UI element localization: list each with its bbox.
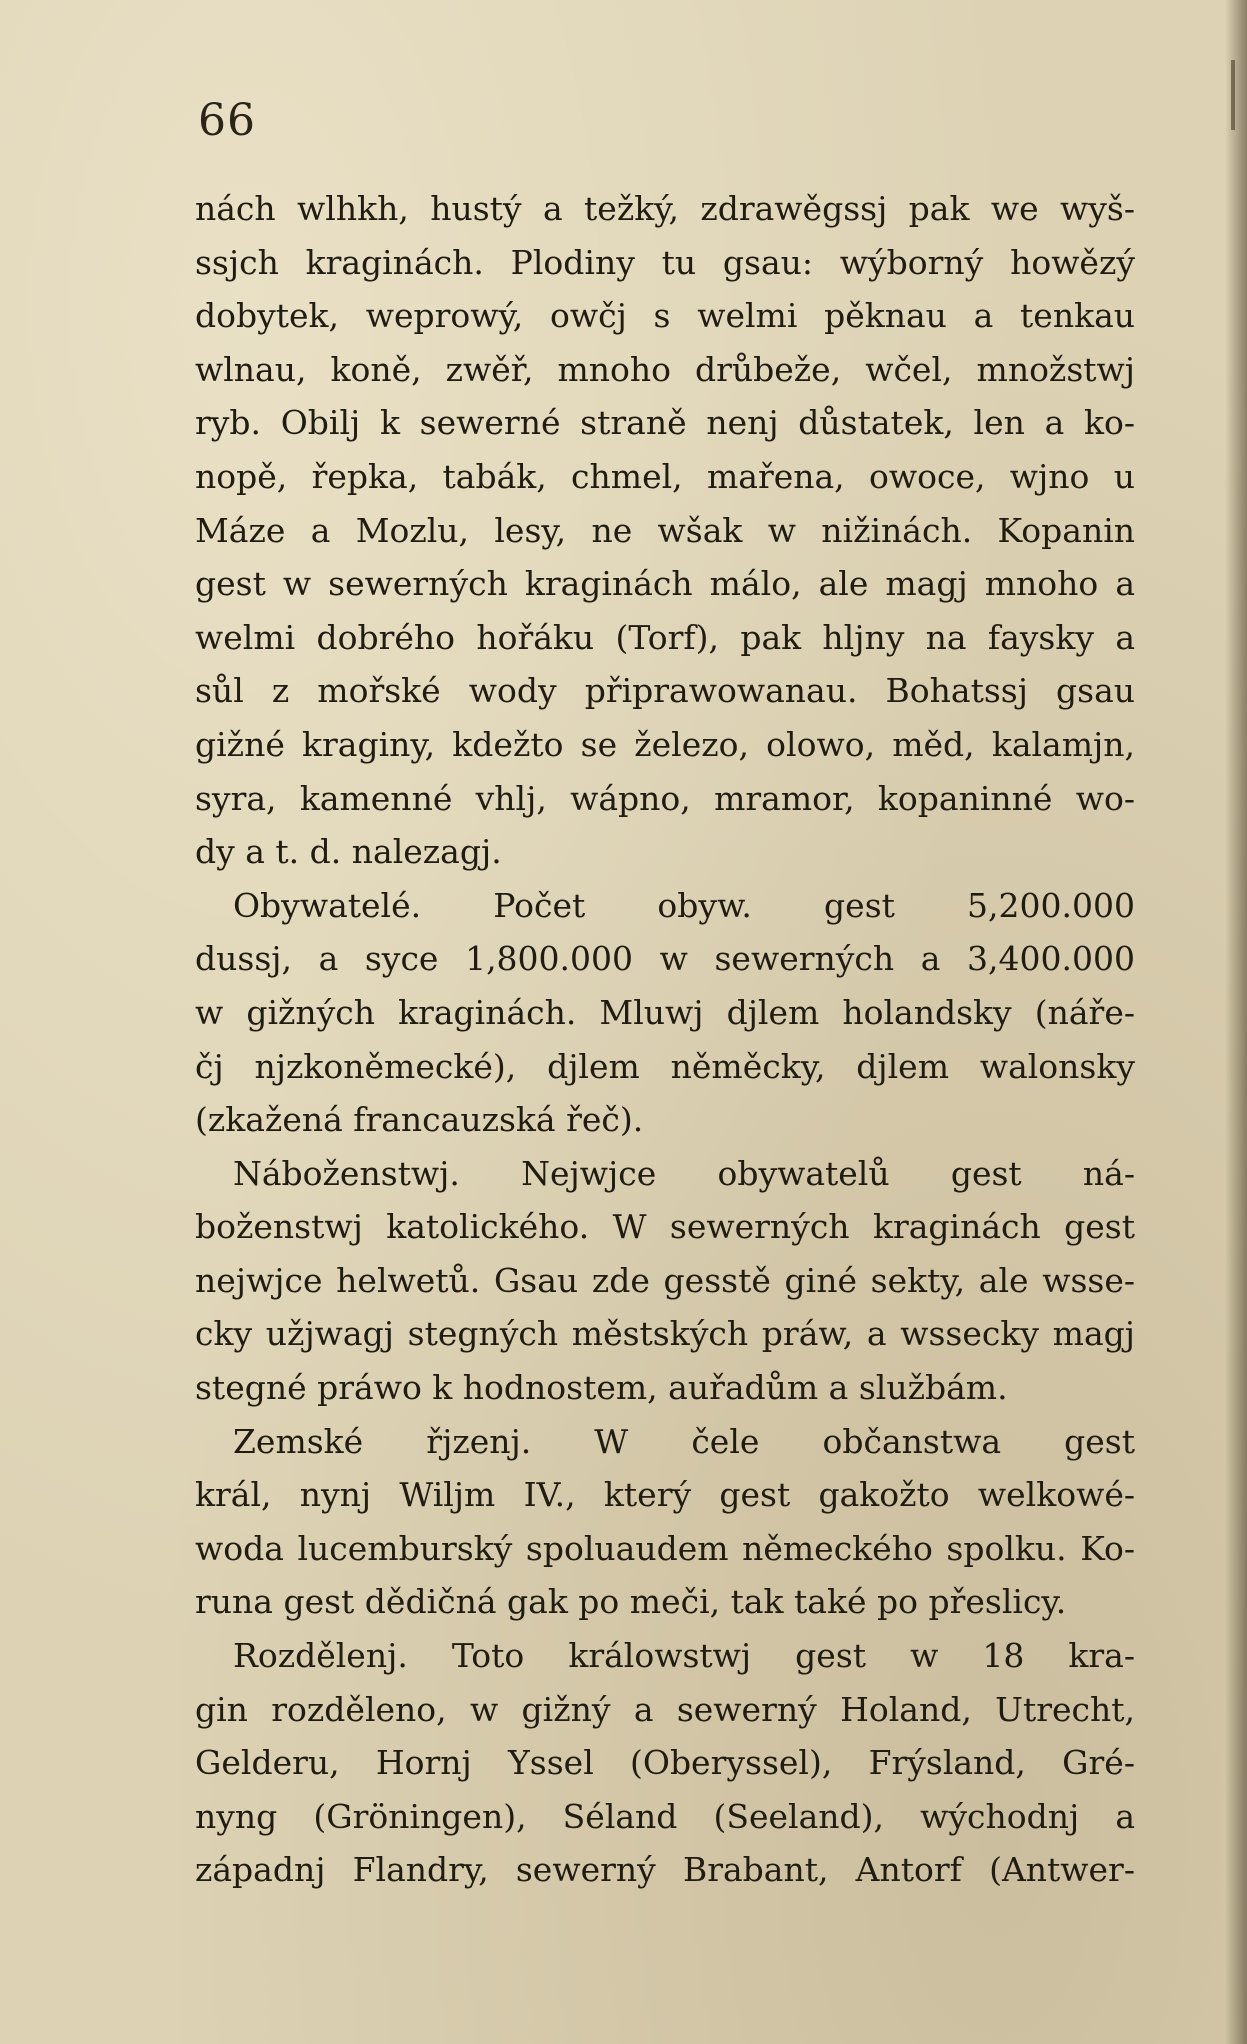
- text-line: král, nynj Wiljm IV., který gest gakožto welkowé-: [195, 1475, 1135, 1515]
- text-line: gin rozděleno, w gižný a sewerný Holand, Utrecht,: [195, 1689, 1135, 1729]
- text-line: západnj Flandry, sewerný Brabant, Antorf (Antwer-: [195, 1850, 1135, 1890]
- text-line: woda lucemburský spoluaudem německého spolku. Ko-: [195, 1528, 1135, 1568]
- text-line: dussj, a syce 1,800.000 w sewerných a 3,400.000: [195, 939, 1135, 979]
- text-line: wlnau, koně, zwěř, mnoho drůbeže, wčel, množstwj: [195, 349, 1135, 389]
- text-line: runa gest dědičná gak po meči, tak také po přeslicy.: [195, 1582, 1067, 1622]
- text-line: cky užjwagj stegných městských práw, a wssecky magj: [195, 1314, 1135, 1354]
- text-line: welmi dobrého hořáku (Torf), pak hljny na faysky a: [195, 617, 1135, 657]
- text-line: Máze a Mozlu, lesy, ne wšak w nižinách. Kopanin: [195, 510, 1135, 550]
- text-line: gest w sewerných kraginách málo, ale magj mnoho a: [195, 564, 1135, 604]
- text-line: ssjch kraginách. Plodiny tu gsau: wýborný howězý: [195, 242, 1135, 282]
- section-heading-line: Rozdělenj. Toto králowstwj gest w 18 kra-: [233, 1636, 1135, 1676]
- text-line: Gelderu, Hornj Yssel (Oberyssel), Frýsland, Gré-: [195, 1743, 1135, 1783]
- section-heading-line: Náboženstwj. Nejwjce obywatelů gest ná-: [233, 1153, 1135, 1193]
- text-line: syra, kamenné vhlj, wápno, mramor, kopaninné wo-: [195, 778, 1135, 818]
- text-line: w gižných kraginách. Mluwj djlem holandsky (náře-: [195, 992, 1135, 1032]
- text-line: nyng (Gröningen), Séland (Seeland), wýchodnj a: [195, 1796, 1135, 1836]
- body-text: [195, 182, 1135, 1897]
- text-line: dy a t. d. nalezagj.: [195, 832, 502, 872]
- page-number: 66: [198, 95, 256, 146]
- text-line: nejwjce helwetů. Gsau zde gesstě giné sekty, ale wsse-: [195, 1260, 1135, 1300]
- text-line: sůl z mořské wody připrawowanau. Bohatssj gsau: [195, 671, 1135, 711]
- section-heading-line: Obywatelé. Počet obyw. gest 5,200.000: [233, 885, 1135, 925]
- text-line: nopě, řepka, tabák, chmel, mařena, owoce, wjno u: [195, 456, 1135, 496]
- text-line: stegné práwo k hodnostem, auřadům a službám.: [195, 1368, 1008, 1408]
- text-line: nách wlhkh, hustý a težký, zdrawěgssj pak we wyš-: [195, 189, 1135, 228]
- text-line: ryb. Obilj k sewerné straně nenj důstatek, len a ko-: [195, 403, 1135, 443]
- text-line: (zkažená francauzská řeč).: [195, 1100, 644, 1140]
- page-edge-shadow: [1225, 0, 1247, 2044]
- text-line: boženstwj katolického. W sewerných kraginách gest: [195, 1207, 1135, 1247]
- page-fold-mark: [1231, 60, 1235, 130]
- text-line: dobytek, weprowý, owčj s welmi pěknau a tenkau: [195, 296, 1135, 336]
- text-line: gižné kraginy, kdežto se železo, olowo, měd, kalamjn,: [195, 724, 1135, 764]
- section-heading-line: Zemské řjzenj. W čele občanstwa gest: [233, 1421, 1135, 1461]
- text-line: čj njzkoněmecké), djlem něměcky, djlem walonsky: [195, 1046, 1135, 1086]
